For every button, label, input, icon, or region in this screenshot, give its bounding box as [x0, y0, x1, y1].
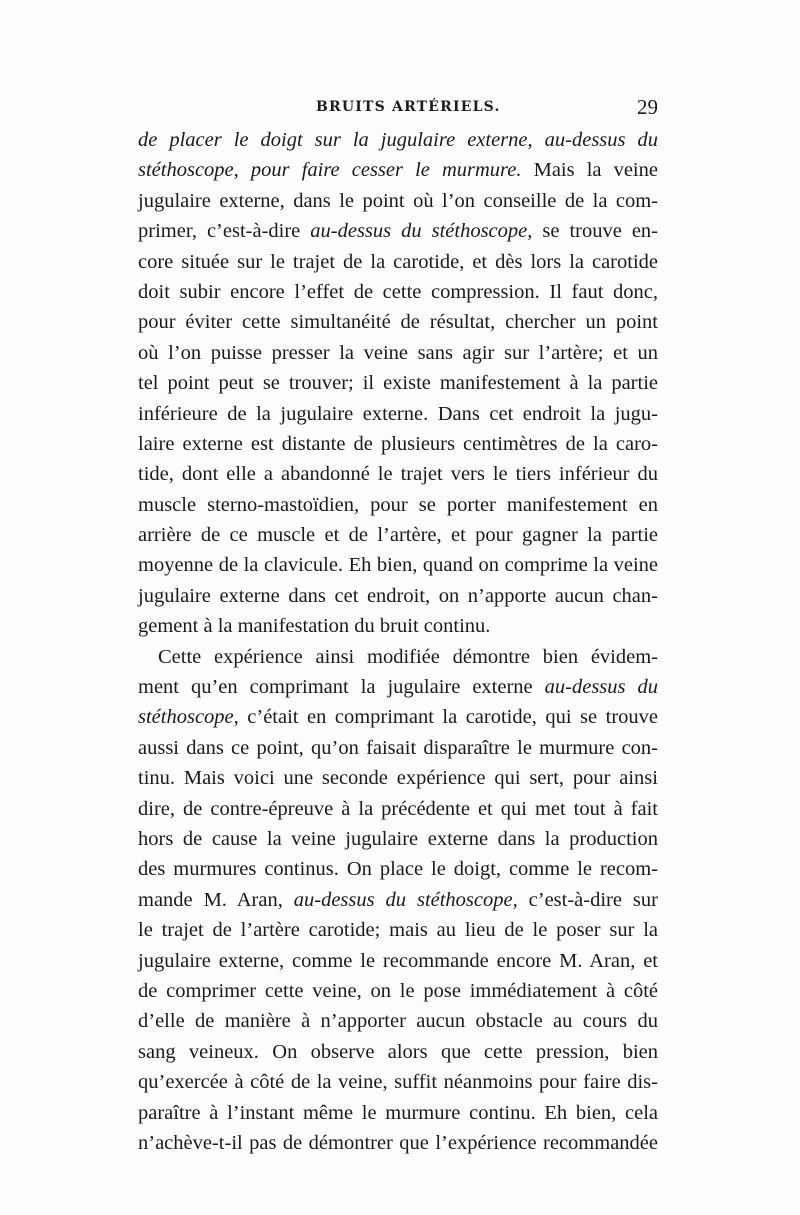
text-segment: c’est-à-dire sur — [517, 888, 658, 911]
text-segment: moyenne de la clavicule. Eh bien, quand on comprime la veine — [138, 554, 658, 577]
text-segment: mande M. Aran, — [138, 888, 294, 911]
text-line — [138, 824, 658, 854]
text-line — [138, 763, 658, 793]
text-segment: d’elle de manière à n’apporter aucun obstacle au cours du — [138, 1010, 658, 1033]
text-line — [138, 1098, 658, 1128]
italic-text: stéthoscope, pour faire cesser le murmure. — [138, 159, 522, 182]
text-segment: aussi dans ce point, qu’on faisait disparaître le murmure con- — [138, 736, 658, 759]
text-segment: laire externe est distante de plusieurs centimètres de la caro- — [138, 432, 658, 455]
running-title: BRUITS ARTÉRIELS. — [316, 99, 501, 115]
text-line — [138, 1067, 658, 1097]
body-text — [138, 125, 658, 1158]
italic-text: au-dessus du stéthoscope, — [293, 888, 518, 911]
text-line — [138, 1128, 658, 1158]
text-segment: où l’on puisse presser la veine sans agir sur l’artère; et un — [138, 341, 658, 364]
text-line — [138, 186, 658, 216]
text-segment: c’était en comprimant la carotide, qui se trouve — [238, 706, 658, 729]
text-line — [138, 1037, 658, 1067]
text-line — [138, 277, 658, 307]
text-segment: tinu. Mais voici une seconde expérience qui sert, pour ainsi — [138, 767, 658, 790]
text-segment: inférieure de la jugulaire externe. Dans cet endroit la jugu- — [138, 402, 658, 425]
text-line — [138, 885, 658, 915]
text-segment: des murmures continus. On place le doigt, comme le recom- — [138, 858, 658, 881]
text-segment: Mais la veine — [521, 159, 658, 182]
text-line — [138, 672, 658, 702]
text-line — [138, 399, 658, 429]
text-line — [138, 854, 658, 884]
text-segment: doit subir encore l’effet de cette compression. Il faut donc, — [138, 280, 658, 303]
text-line — [138, 520, 658, 550]
text-segment: ment qu’en comprimant la jugulaire externe — [138, 676, 545, 699]
text-segment: primer, c’est-à-dire — [138, 220, 311, 243]
text-segment: jugulaire externe, comme le recommande encore M. Aran, et — [138, 949, 658, 972]
text-segment: de comprimer cette veine, on le pose immédiatement à côté — [138, 979, 658, 1002]
text-line — [138, 459, 658, 489]
page-header — [138, 95, 658, 125]
text-line — [138, 702, 658, 732]
text-segment: qu’exercée à côté de la veine, suffit néanmoins pour faire dis- — [138, 1071, 658, 1094]
text-line — [138, 307, 658, 337]
text-segment: gement à la manifestation du bruit continu. — [138, 615, 491, 638]
text-line — [138, 976, 658, 1006]
text-line — [138, 368, 658, 398]
text-segment: core située sur le trajet de la carotide, et dès lors la carotide — [138, 250, 658, 273]
text-segment: pour éviter cette simultanéité de résultat, chercher un point — [138, 311, 658, 334]
text-segment: hors de cause la veine jugulaire externe dans la production — [138, 827, 658, 850]
text-segment: arrière de ce muscle et de l’artère, et pour gagner la partie — [138, 524, 658, 547]
text-segment: n’achève-t-il pas de démontrer que l’expérience recommandée — [138, 1131, 658, 1154]
text-segment: muscle sterno-mastoïdien, pour se porter manifestement en — [138, 493, 658, 516]
text-segment: tide, dont elle a abandonné le trajet vers le tiers inférieur du — [138, 463, 658, 486]
text-line — [138, 550, 658, 580]
text-segment: sang veineux. On observe alors que cette pression, bien — [138, 1040, 658, 1063]
italic-text: au-dessus du stéthoscope, — [310, 220, 533, 243]
text-segment: le trajet de l’artère carotide; mais au lieu de le poser sur la — [138, 919, 658, 942]
text-line — [138, 429, 658, 459]
text-line — [138, 794, 658, 824]
italic-text: de placer le doigt sur la jugulaire externe, au-dessus du — [138, 129, 658, 151]
text-line — [138, 915, 658, 945]
text-line — [138, 642, 658, 672]
text-segment: paraître à l’instant même le murmure continu. Eh bien, cela — [138, 1101, 658, 1124]
text-line — [138, 155, 658, 185]
text-segment: jugulaire externe dans cet endroit, on n’apporte aucun chan- — [138, 584, 658, 607]
text-segment: tel point peut se trouver; il existe manifestement à la partie — [138, 372, 658, 395]
text-line — [138, 611, 658, 641]
text-line — [138, 216, 658, 246]
text-line — [138, 247, 658, 277]
text-line — [138, 733, 658, 763]
text-line — [138, 581, 658, 611]
text-line — [138, 125, 658, 155]
text-segment: Cette expérience ainsi modifiée démontre bien évidem- — [158, 645, 658, 668]
italic-text: stéthoscope, — [138, 706, 239, 729]
text-segment: se trouve en- — [532, 220, 658, 243]
text-segment: jugulaire externe, dans le point où l’on conseille de la com- — [138, 189, 658, 212]
text-line — [138, 946, 658, 976]
text-segment: dire, de contre-épreuve à la précédente et qui met tout à fait — [138, 797, 658, 820]
page-number: 29 — [637, 95, 658, 119]
text-line — [138, 490, 658, 520]
text-line — [138, 1006, 658, 1036]
italic-text: au-dessus du — [544, 676, 659, 699]
text-line — [138, 338, 658, 368]
